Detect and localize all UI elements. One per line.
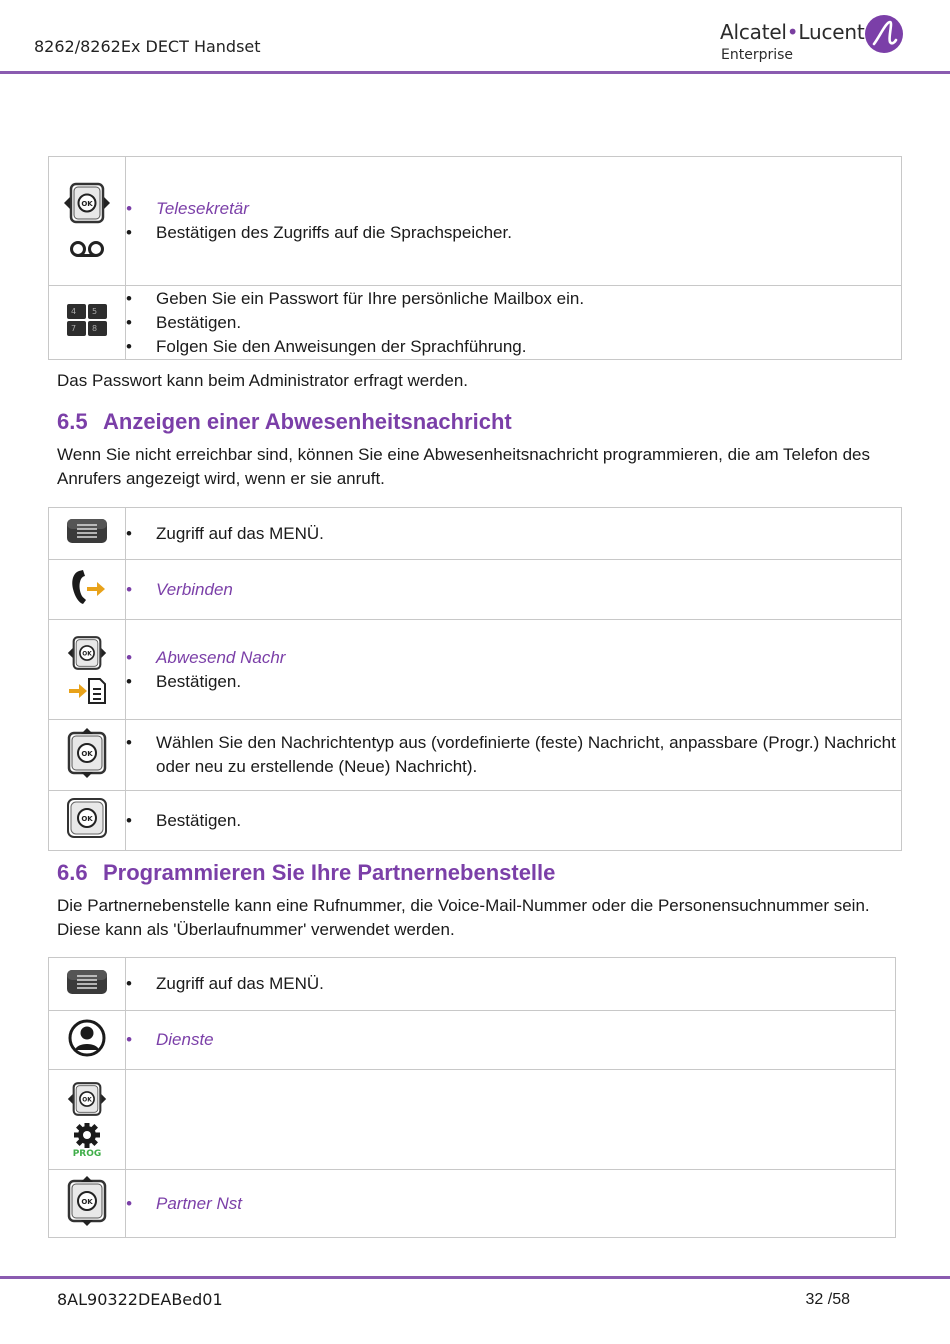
svg-text:OK: OK bbox=[81, 749, 93, 758]
menu-key-icon bbox=[65, 968, 109, 996]
footer-rule bbox=[0, 1276, 950, 1279]
table-row bbox=[49, 508, 902, 560]
list-item: • Bestätigen. bbox=[126, 670, 901, 694]
table-row bbox=[49, 620, 902, 720]
ok-up-down-icon bbox=[65, 1175, 109, 1227]
logo-mark-icon bbox=[864, 14, 904, 54]
ok-left-right-icon bbox=[67, 635, 107, 671]
svg-text:7: 7 bbox=[71, 324, 77, 333]
list-item: • Bestätigen. bbox=[126, 311, 901, 335]
table-row bbox=[49, 286, 902, 360]
list-item: • Telesekretär bbox=[126, 197, 901, 221]
table-row bbox=[49, 1170, 896, 1238]
svg-text:PROG: PROG bbox=[72, 1148, 102, 1159]
table-row bbox=[49, 791, 902, 851]
table-row bbox=[49, 958, 896, 1011]
list-item: • Geben Sie ein Passwort für Ihre persönliche Mailbox ein. bbox=[126, 287, 901, 311]
svg-text:4: 4 bbox=[71, 307, 77, 316]
header-rule bbox=[0, 71, 950, 74]
ok-key-icon bbox=[67, 798, 107, 838]
list-item: • Verbinden bbox=[126, 578, 901, 602]
empty-step-cell bbox=[126, 1070, 896, 1170]
password-note: Das Passwort kann beim Administrator erfragt werden. bbox=[57, 371, 469, 390]
section-heading-6-5: 6.5 Anzeigen einer Abwesenheitsnachricht bbox=[57, 409, 512, 434]
svg-text:OK: OK bbox=[82, 1097, 92, 1103]
alcatel-lucent-logo bbox=[720, 14, 910, 70]
svg-text:OK: OK bbox=[81, 815, 93, 823]
logo-subtitle: Enterprise bbox=[721, 47, 794, 63]
table-row bbox=[49, 1070, 896, 1170]
section-heading-6-6: 6.6 Programmieren Sie Ihre Partnernebenstelle bbox=[57, 860, 556, 885]
list-item: • Abwesend Nachr bbox=[126, 646, 901, 670]
table-row bbox=[49, 157, 902, 286]
voicemail-icon bbox=[69, 238, 105, 260]
page-number: 32 /58 bbox=[805, 1291, 850, 1308]
list-item: • Bestätigen. bbox=[126, 809, 901, 833]
table-row bbox=[49, 720, 902, 791]
section-6-5-intro: Wenn Sie nicht erreichbar sind, können Sie eine Abwesenheitsnachricht programmieren, die am Telefon des Anrufers angezeigt wird, wenn er sie anruft. bbox=[57, 445, 871, 488]
table-row bbox=[49, 1011, 896, 1070]
svg-text:5: 5 bbox=[92, 307, 98, 316]
list-item: • Partner Nst bbox=[126, 1192, 895, 1216]
list-item: • Folgen Sie den Anweisungen der Sprachführung. bbox=[126, 335, 901, 359]
absence-message-table bbox=[48, 507, 902, 851]
ok-left-right-icon bbox=[67, 1081, 107, 1117]
ok-left-right-icon bbox=[63, 182, 111, 224]
menu-key-icon bbox=[65, 517, 109, 545]
svg-text:OK: OK bbox=[82, 651, 92, 657]
voicemail-steps-table bbox=[48, 156, 902, 360]
svg-text:OK: OK bbox=[81, 200, 93, 208]
list-item: • Zugriff auf das MENÜ. bbox=[126, 972, 895, 996]
user-services-icon bbox=[68, 1019, 106, 1057]
table-row bbox=[49, 560, 902, 620]
forward-message-icon bbox=[67, 677, 107, 705]
forward-call-icon bbox=[67, 567, 107, 607]
document-id: 8AL90322DEABed01 bbox=[57, 1290, 223, 1309]
document-title: 8262/8262Ex DECT Handset bbox=[34, 37, 261, 56]
svg-text:8: 8 bbox=[92, 324, 98, 333]
list-item: • Wählen Sie den Nachrichtentyp aus (vordefinierte (feste) Nachricht, anpassbare (Progr.) Nachricht oder neu zu erstellende (Neue) Nachricht). bbox=[126, 731, 901, 779]
partner-extension-table bbox=[48, 957, 896, 1238]
ok-up-down-icon bbox=[65, 727, 109, 779]
svg-text:OK: OK bbox=[81, 1198, 93, 1206]
logo-wordmark: Alcatel•Lucent bbox=[720, 20, 865, 44]
list-item: • Bestätigen des Zugriffs auf die Sprachspeicher. bbox=[126, 221, 901, 245]
list-item: • Zugriff auf das MENÜ. bbox=[126, 522, 901, 546]
list-item: • Dienste bbox=[126, 1028, 895, 1052]
prog-gear-icon bbox=[67, 1123, 107, 1159]
section-6-6-intro: Die Partnernebenstelle kann eine Rufnummer, die Voice-Mail-Nummer oder die Personensuchnummer sein. Diese kann als 'Überlaufnummer' verwendet werden. bbox=[57, 896, 870, 939]
keypad-icon bbox=[66, 303, 108, 337]
